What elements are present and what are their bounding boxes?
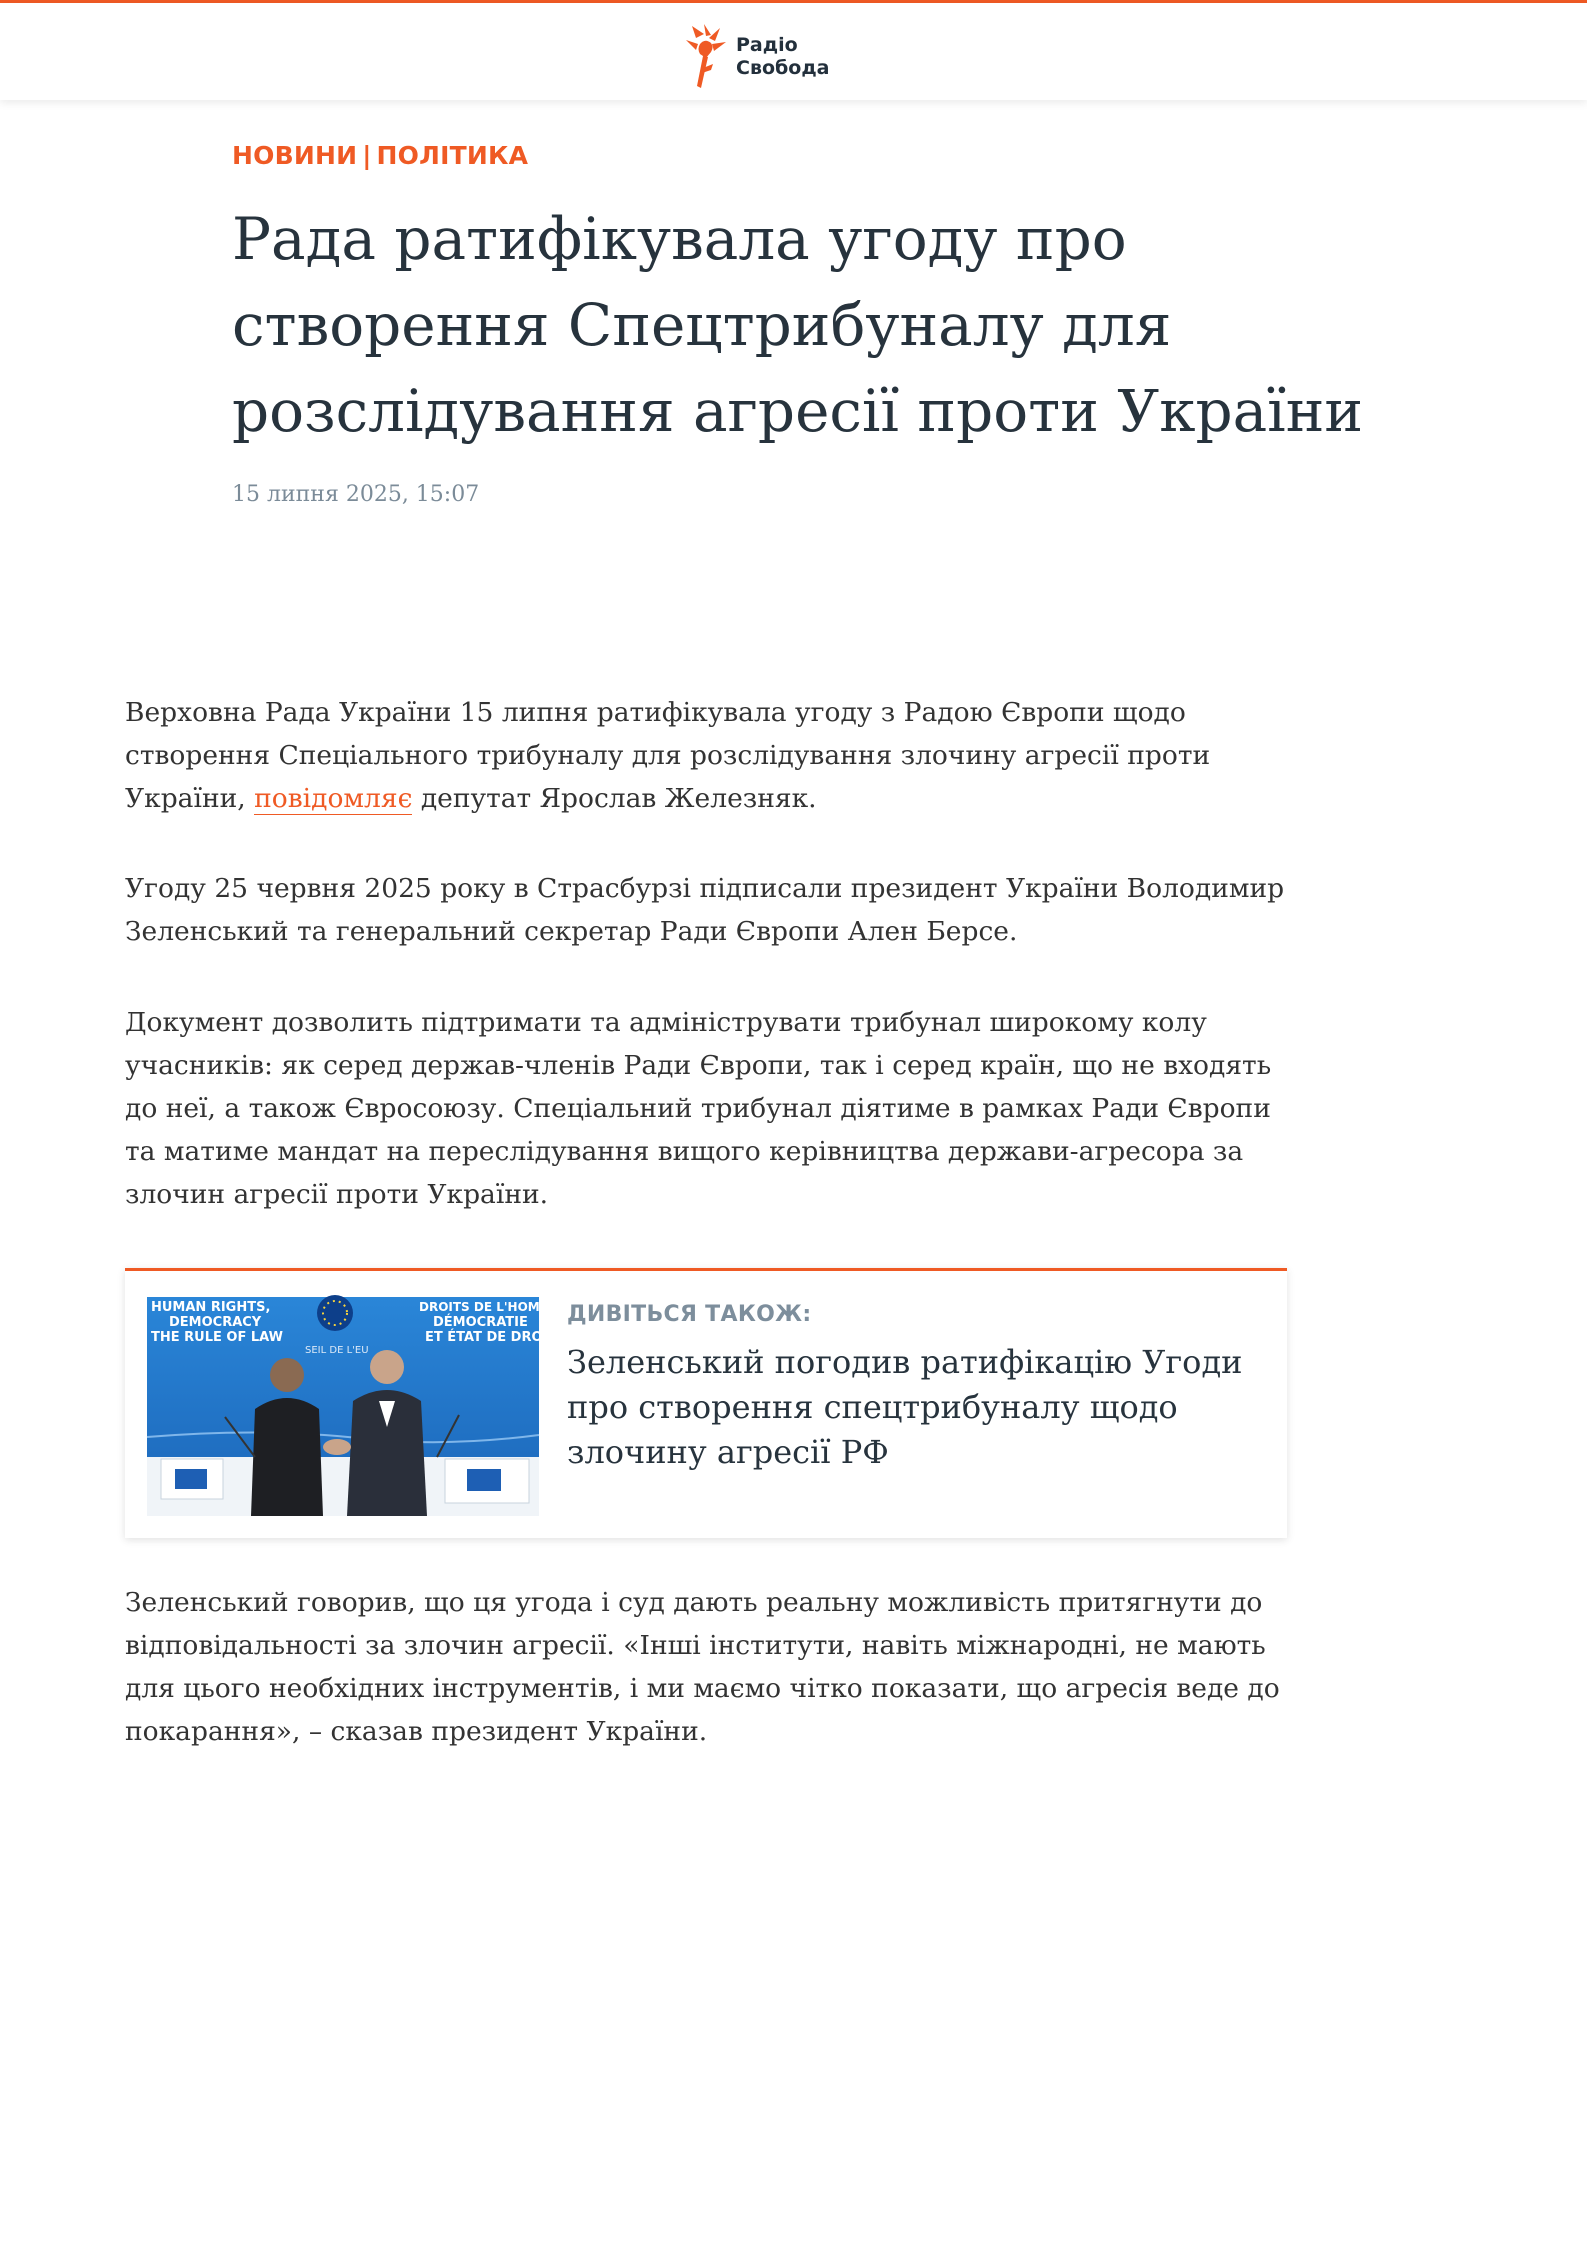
related-photo-illustration	[147, 1297, 565, 1516]
image-caption-left-2: DEMOCRACY	[169, 1315, 262, 1330]
person-left-body	[251, 1398, 323, 1516]
related-article-image[interactable]	[147, 1297, 565, 1516]
breadcrumb-separator: |	[362, 141, 372, 170]
paragraph-1-text-start: Верховна Рада України 15 липня ратифікувала угоду з Радою Європи щодо створення Спеціального трибуналу для розслідування злочину агресії проти України,	[125, 697, 1211, 814]
image-caption-right-2: DÉMOCRATIE	[433, 1315, 528, 1330]
paragraph-1-text-end: депутат Ярослав Железняк.	[412, 783, 817, 814]
podium-left-flag	[175, 1469, 207, 1489]
related-article-title[interactable]: Зеленський погодив ратифікацію Угоди про створення спецтрибуналу щодо злочину агресії РФ	[567, 1343, 1243, 1471]
image-caption-right-3: ET ÉTAT DE DROIT	[425, 1330, 557, 1345]
logo-line-2: Свобода	[736, 57, 830, 79]
handshake	[323, 1439, 351, 1455]
see-also-label: ДИВІТЬСЯ ТАКОЖ:	[567, 1302, 812, 1327]
image-caption-right-1: DROITS DE L'HOMME,	[419, 1300, 565, 1314]
article-title: Рада ратифікувала угоду про створення Спецтрибуналу для розслідування агресії проти України	[232, 205, 1364, 445]
site-header	[0, 3, 1587, 100]
article-paragraph-4: Зеленський говорив, що ця угода і суд дають реальну можливість притягнути до відповідальності за злочин агресії. «Інші інститути, навіть міжнародні, не мають для цього необхідних інструментів, і ми маємо чітко показати, що агресія веде до покарання», – сказав президент України.	[125, 1587, 1280, 1747]
logo-text	[736, 34, 830, 80]
breadcrumb-politics-link[interactable]: ПОЛІТИКА	[376, 141, 529, 170]
person-left-head	[270, 1358, 304, 1392]
image-caption-left-3: THE RULE OF LAW	[151, 1330, 283, 1345]
site-logo[interactable]	[684, 23, 830, 91]
image-caption-left-1: HUMAN RIGHTS,	[151, 1300, 271, 1315]
logo-line-1: Радіо	[736, 34, 798, 56]
publish-date: 15 липня 2025, 15:07	[232, 482, 480, 507]
breadcrumb-news-link[interactable]: НОВИНИ	[232, 141, 358, 170]
radio-svoboda-logo-icon	[684, 24, 728, 90]
breadcrumb	[232, 141, 528, 170]
article-paragraph-2: Угоду 25 червня 2025 року в Страсбурзі підписали президент України Володимир Зеленський та генеральний секретар Ради Європи Ален Берсе.	[125, 873, 1285, 947]
article-paragraph-3: Документ дозволить підтримати та адмініструвати трибунал широкому колу учасників: як серед держав-членів Ради Європи, так і серед країн, що не входять до неї, а також Євросоюзу. Спеціальний трибунал діятиме в рамках Ради Європи та матиме мандат на переслідування вищого керівництва держави-агресора за злочин агресії проти України.	[125, 1007, 1272, 1210]
article-paragraph-1	[125, 691, 1285, 820]
podium-right-flag	[467, 1469, 501, 1491]
person-right-head	[370, 1350, 404, 1384]
image-caption-center: SEIL DE L'EU	[305, 1345, 369, 1356]
source-link[interactable]: повідомляє	[254, 783, 413, 814]
related-article-card[interactable]	[125, 1268, 1287, 1538]
